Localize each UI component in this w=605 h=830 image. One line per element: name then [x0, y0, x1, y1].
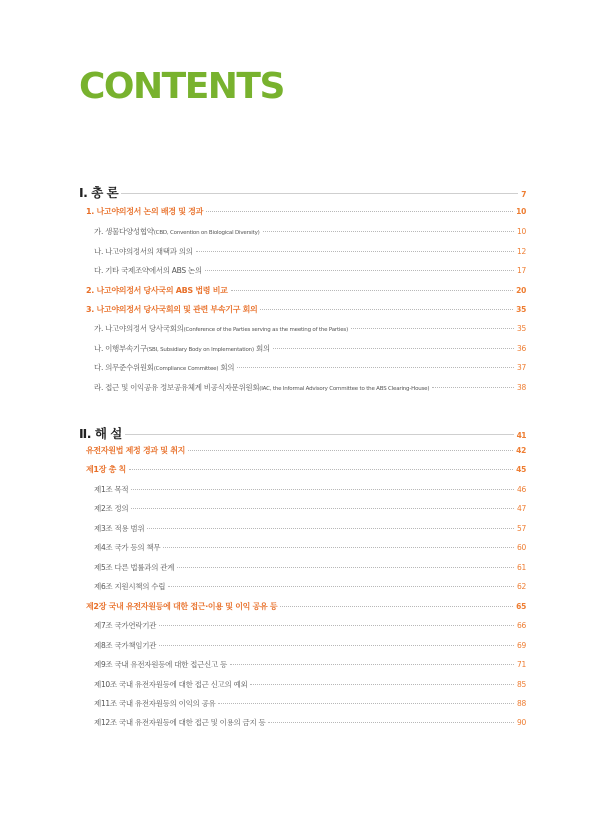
toc-entry[interactable]: [94, 679, 526, 690]
leader-dots: [121, 193, 518, 194]
toc-entry-label: 나. 나고야의정서의 채택과 의의: [94, 247, 193, 256]
toc-entry[interactable]: [86, 445, 526, 456]
page-number: 10: [516, 207, 526, 216]
toc-entry-subtitle: (Compliance Committee): [153, 366, 219, 372]
leader-dots: [351, 328, 514, 329]
toc-entry[interactable]: [86, 601, 526, 612]
leader-dots: [273, 348, 514, 349]
page-number: 61: [517, 563, 526, 572]
toc-entry-label: 나. 이행부속기구(SBI, Subsidiary Body on Implementation) 회의: [94, 344, 270, 353]
toc-entry-label: 제8조 국가책임기관: [94, 641, 157, 650]
toc-entry-label: 라. 접근 및 이익공유 정보공유체계 비공식자문위원회(IAC, the Informal Advisory Committee to the ABS Clearing-House): [94, 383, 430, 392]
page-number: 60: [517, 543, 526, 552]
leader-dots: [196, 251, 514, 252]
toc-entry[interactable]: [94, 698, 526, 709]
toc-entry-label: 제1조 목적: [94, 485, 129, 494]
page-number: 36: [517, 344, 526, 353]
leader-dots: [147, 528, 514, 529]
page-number: 7: [521, 190, 526, 199]
page-number: 10: [517, 227, 526, 236]
leader-dots: [205, 270, 514, 271]
toc-entry-label: 가. 나고야의정서 당사국회의(Conference of the Parties serving as the meeting of the Parties): [94, 324, 349, 333]
leader-dots: [163, 547, 514, 548]
leader-dots: [131, 489, 514, 490]
toc-entry[interactable]: [94, 484, 526, 495]
toc-entry-label: Ⅰ. 총 론: [79, 185, 119, 200]
toc-entry[interactable]: [94, 640, 526, 651]
leader-dots: [188, 450, 513, 451]
leader-dots: [159, 625, 514, 626]
toc-entry[interactable]: [94, 246, 526, 257]
page-number: 71: [517, 660, 526, 669]
toc-entry-label: 제11조 국내 유전자원등의 이익의 공유: [94, 699, 216, 708]
toc-entry-label: 3. 나고야의정서 당사국회의 및 관련 부속기구 회의: [86, 305, 258, 314]
leader-dots: [168, 586, 514, 587]
page-number: 46: [517, 485, 526, 494]
page-number: 35: [517, 324, 526, 333]
toc-entry-label: 2. 나고야의정서 당사국의 ABS 법령 비교: [86, 286, 228, 295]
leader-dots: [125, 434, 514, 435]
toc-entry[interactable]: [94, 265, 526, 276]
toc-entry[interactable]: [94, 620, 526, 631]
toc-entry[interactable]: [86, 285, 526, 296]
toc-entry[interactable]: [94, 717, 526, 728]
toc-entry-label: 1. 나고야의정서 논의 배경 및 경과: [86, 207, 203, 216]
toc-entry-subtitle: (IAC, the Informal Advisory Committee to the ABS Clearing-House): [259, 386, 430, 392]
page-number: 35: [516, 305, 526, 314]
toc-entry[interactable]: [94, 659, 526, 670]
page-number: 66: [517, 621, 526, 630]
page-number: 42: [516, 446, 526, 455]
toc-entry[interactable]: [79, 183, 526, 201]
toc-entry[interactable]: [94, 503, 526, 514]
page-number: 20: [516, 286, 526, 295]
toc-entry[interactable]: [94, 226, 526, 237]
toc-entry[interactable]: [94, 562, 526, 573]
leader-dots: [432, 387, 514, 388]
leader-dots: [177, 567, 514, 568]
leader-dots: [280, 606, 513, 607]
toc-entry-label: 다. 기타 국제조약에서의 ABS 논의: [94, 266, 202, 275]
toc-entry[interactable]: [94, 343, 526, 354]
leader-dots: [218, 703, 514, 704]
leader-dots: [237, 367, 514, 368]
toc-entry[interactable]: [86, 464, 526, 475]
leader-dots: [159, 645, 514, 646]
leader-dots: [268, 722, 514, 723]
toc-entry-label: 가. 생물다양성협약(CBD, Convention on Biological Diversity): [94, 227, 260, 236]
page-number: 41: [516, 431, 526, 440]
toc-entry-label: 제2장 국내 유전자원등에 대한 접근·이용 및 이익 공유 등: [86, 602, 278, 611]
toc-entry[interactable]: [86, 206, 526, 217]
toc-entry-label: 제10조 국내 유전자원등에 대한 접근 신고의 예외: [94, 680, 248, 689]
leader-dots: [263, 231, 514, 232]
toc-entry-label: 다. 의무준수위원회(Compliance Committee) 회의: [94, 363, 235, 372]
leader-dots: [260, 309, 513, 310]
toc-entry-subtitle: (CBD, Convention on Biological Diversity): [153, 230, 260, 236]
toc-entry-label: 제4조 국가 등의 책무: [94, 543, 161, 552]
page-number: 90: [517, 718, 526, 727]
page-number: 12: [517, 247, 526, 256]
page-number: 57: [517, 524, 526, 533]
toc-entry[interactable]: [94, 523, 526, 534]
toc-entry-suffix: 회의: [253, 344, 270, 353]
page-number: 69: [517, 641, 526, 650]
toc-entry-subtitle: (Conference of the Parties serving as the meeting of the Parties): [183, 327, 349, 333]
toc-entry-label: 제6조 지원시책의 수립: [94, 582, 166, 591]
toc-entry-label: 제9조 국내 유전자원등에 대한 접근신고 등: [94, 660, 227, 669]
page-number: 38: [517, 383, 526, 392]
page-number: 45: [516, 465, 526, 474]
page-number: 65: [516, 602, 526, 611]
page-title: CONTENTS: [79, 66, 284, 107]
toc-entry-label: 유전자원법 제정 경과 및 취지: [86, 446, 186, 455]
leader-dots: [250, 684, 514, 685]
toc-entry-suffix: 회의: [218, 363, 235, 372]
toc-entry-label: 제7조 국가연락기관: [94, 621, 157, 630]
toc-entry[interactable]: [94, 362, 526, 373]
toc-entry[interactable]: [94, 542, 526, 553]
leader-dots: [129, 469, 513, 470]
leader-dots: [231, 290, 514, 291]
leader-dots: [230, 664, 514, 665]
toc-entry[interactable]: [79, 424, 526, 442]
toc-entry[interactable]: [94, 581, 526, 592]
leader-dots: [131, 508, 514, 509]
toc-entry[interactable]: [94, 323, 526, 334]
page-number: 85: [517, 680, 526, 689]
toc-entry[interactable]: [86, 304, 526, 315]
toc-entry-label: 제12조 국내 유전자원등에 대한 접근 및 이용의 금지 등: [94, 718, 266, 727]
page-number: 47: [517, 504, 526, 513]
toc-entry-label: 제5조 다른 법률과의 관계: [94, 563, 175, 572]
page-number: 37: [517, 363, 526, 372]
toc-entry[interactable]: [94, 382, 526, 393]
toc-entry-label: 제2조 정의: [94, 504, 129, 513]
toc-entry-label: 제3조 적용 범위: [94, 524, 145, 533]
page-number: 88: [517, 699, 526, 708]
toc-entry-subtitle: (SBI, Subsidiary Body on Implementation): [146, 347, 254, 353]
toc-entry-label: Ⅱ. 해 설: [79, 426, 122, 441]
page-number: 62: [517, 582, 526, 591]
page-number: 17: [517, 266, 526, 275]
toc-entry-label: 제1장 총 칙: [86, 465, 126, 474]
leader-dots: [206, 211, 513, 212]
